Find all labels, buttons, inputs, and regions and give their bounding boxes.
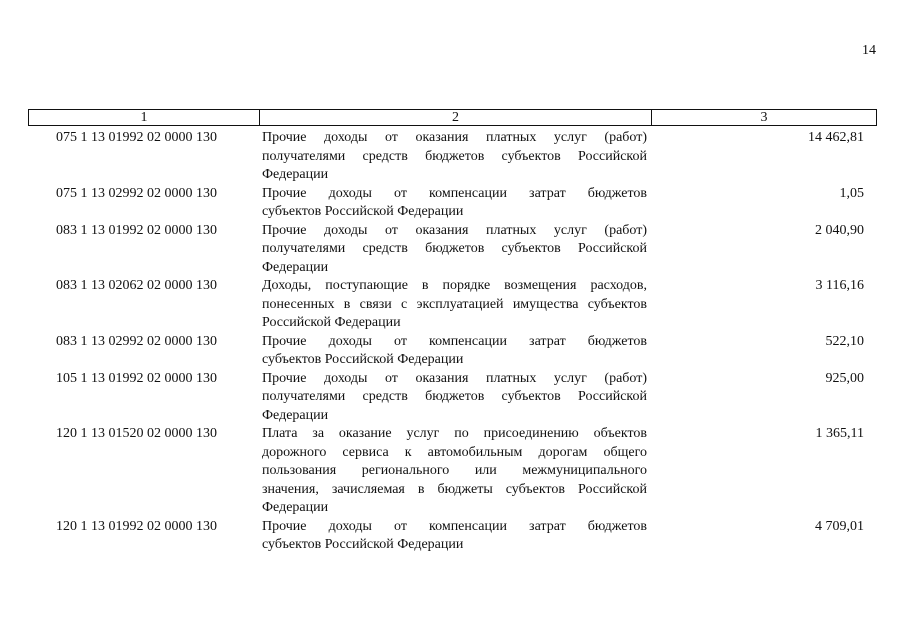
description-line: дорожного сервиса к автомобильным дорогам общего: [262, 444, 647, 460]
table-row: [28, 370, 876, 426]
table-row: [28, 277, 876, 333]
income-code: 075 1 13 01992 02 0000 130: [56, 130, 217, 145]
income-code: 083 1 13 02062 02 0000 130: [56, 278, 217, 293]
description-line: Федерации: [262, 407, 329, 423]
header-col-2: 2: [260, 110, 652, 125]
description-line: Федерации: [262, 500, 329, 515]
description-line: Плата за оказание услуг по присоединению объектов: [262, 426, 647, 441]
description-line: значения, зачисляемая в бюджеты субъектов Российской: [262, 481, 647, 497]
description-line: Прочие доходы от оказания платных услуг (работ): [262, 222, 647, 238]
table-body: [28, 129, 876, 555]
income-code: 105 1 13 01992 02 0000 130: [56, 370, 217, 386]
description-line: пользования регионального или межмуниципального: [262, 463, 647, 478]
description-line: Доходы, поступающие в порядке возмещения расходов,: [262, 278, 647, 293]
table-row: [28, 518, 876, 555]
description-line: субъектов Российской Федерации: [262, 204, 464, 219]
page-number: 14: [862, 43, 876, 58]
description-line: Прочие доходы от компенсации затрат бюджетов: [262, 333, 647, 349]
header-col-3: 3: [760, 110, 768, 125]
income-code: 083 1 13 02992 02 0000 130: [56, 333, 217, 349]
income-code: 075 1 13 02992 02 0000 130: [56, 185, 217, 201]
description-line: Прочие доходы от компенсации затрат бюджетов: [262, 518, 647, 534]
income-description: [259, 518, 651, 555]
description-line: понесенных в связи с эксплуатацией имущества субъектов: [262, 296, 647, 312]
description-line: Федерации: [262, 167, 329, 182]
table-row: [28, 425, 876, 518]
header-col-1: 1: [29, 110, 260, 125]
description-line: получателями средств бюджетов субъектов Российской: [262, 148, 647, 164]
amount: 2 040,90: [815, 222, 864, 238]
description-line: Прочие доходы от компенсации затрат бюджетов: [262, 185, 647, 201]
description-line: Прочие доходы от оказания платных услуг (работ): [262, 370, 647, 386]
income-description: [259, 222, 651, 278]
amount: 522,10: [825, 333, 864, 349]
description-line: субъектов Российской Федерации: [262, 537, 464, 552]
description-line: Прочие доходы от оказания платных услуг (работ): [262, 130, 647, 145]
table-row: [28, 222, 876, 278]
income-description: [259, 129, 651, 185]
table-row: [28, 333, 876, 370]
table-row: [28, 129, 876, 185]
amount: 1,05: [839, 185, 864, 201]
description-line: Федерации: [262, 259, 329, 275]
income-description: [259, 185, 651, 222]
income-description: [259, 277, 651, 333]
amount: 4 709,01: [815, 518, 864, 534]
income-code: 120 1 13 01992 02 0000 130: [56, 518, 217, 534]
income-code: 120 1 13 01520 02 0000 130: [56, 426, 217, 441]
description-line: получателями средств бюджетов субъектов Российской: [262, 389, 647, 404]
amount: 925,00: [825, 370, 864, 386]
table-row: [28, 185, 876, 222]
amount: 3 116,16: [815, 278, 864, 293]
income-description: [259, 425, 651, 518]
table-header: [28, 109, 877, 126]
income-code: 083 1 13 01992 02 0000 130: [56, 222, 217, 238]
income-description: [259, 333, 651, 370]
amount: 1 365,11: [815, 426, 864, 441]
description-line: Российской Федерации: [262, 315, 401, 330]
description-line: субъектов Российской Федерации: [262, 352, 464, 367]
amount: 14 462,81: [808, 130, 864, 145]
description-line: получателями средств бюджетов субъектов Российской: [262, 241, 647, 256]
income-description: [259, 370, 651, 426]
